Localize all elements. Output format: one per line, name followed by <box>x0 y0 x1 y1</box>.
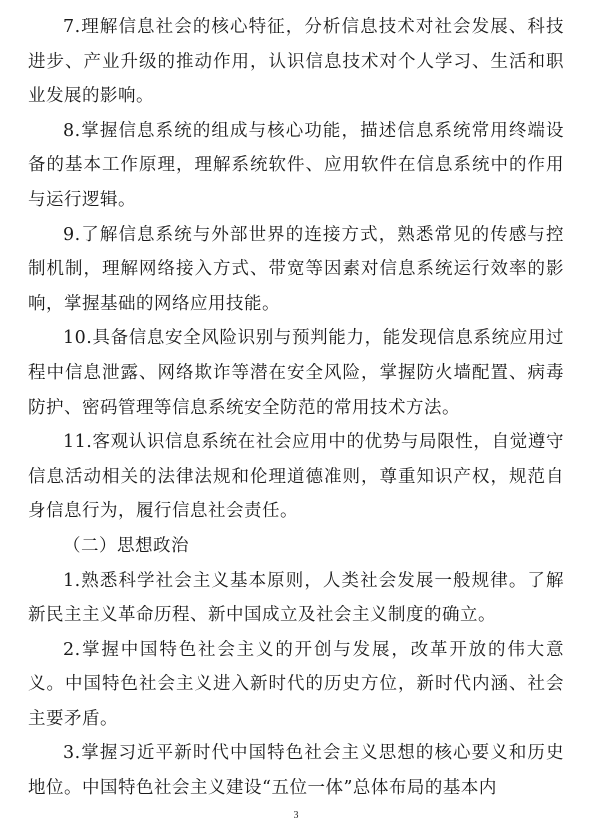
document-body <box>28 10 564 806</box>
page-number: 3 <box>293 810 299 821</box>
politics-paragraph-3: 3.掌握习近平新时代中国特色社会主义思想的核心要义和历史地位。中国特色社会主义建设“五位一体”总体布局的基本内 <box>28 743 564 799</box>
paragraph-11: 11.客观认识信息系统在社会应用中的优势与局限性，自觉遵守信息活动相关的法律法规和伦理道德准则，尊重知识产权，规范自身信息行为，履行信息社会责任。 <box>28 432 564 522</box>
paragraph-8: 8.掌握信息系统的组成与核心功能，描述信息系统常用终端设备的基本工作原理，理解系统软件、应用软件在信息系统中的作用与运行逻辑。 <box>28 120 564 210</box>
paragraph-9: 9.了解信息系统与外部世界的连接方式，熟悉常见的传感与控制机制，理解网络接入方式、带宽等因素对信息系统运行效率的影响，掌握基础的网络应用技能。 <box>28 224 564 314</box>
politics-paragraph-2: 2.掌握中国特色社会主义的开创与发展，改革开放的伟大意义。中国特色社会主义进入新时代的历史方位，新时代内涵、社会主要矛盾。 <box>28 639 564 729</box>
section-heading-politics: （二）思想政治 <box>63 535 189 556</box>
paragraph-10: 10.具备信息安全风险识别与预判能力，能发现信息系统应用过程中信息泄露、网络欺诈等潜在安全风险，掌握防火墙配置、病毒防护、密码管理等信息系统安全防范的常用技术方法。 <box>28 328 564 418</box>
paragraph-7: 7.理解信息社会的核心特征，分析信息技术对社会发展、科技进步、产业升级的推动作用，认识信息技术对个人学习、生活和职业发展的影响。 <box>28 17 564 107</box>
politics-paragraph-1: 1.熟悉科学社会主义基本原则，人类社会发展一般规律。了解新民主主义革命历程、新中国成立及社会主义制度的确立。 <box>28 570 564 626</box>
